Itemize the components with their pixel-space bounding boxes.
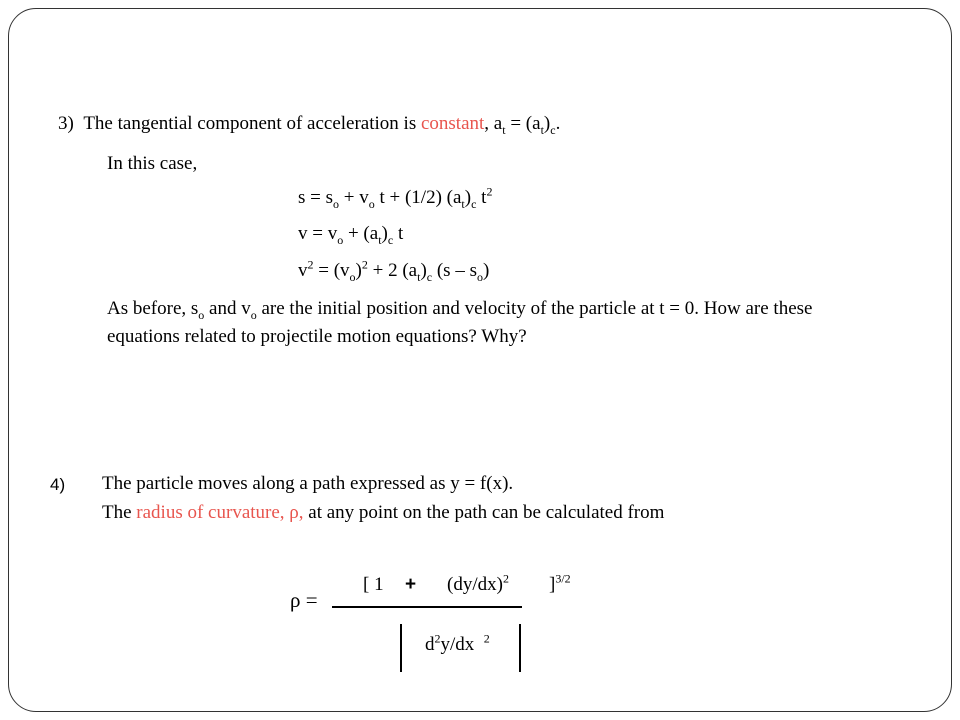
eq1-sub-t: t [461, 196, 465, 211]
eq3-sub-c: c [426, 269, 433, 284]
item3-sub-t2: t [540, 122, 544, 137]
item3-highlight: constant [420, 113, 485, 134]
fraction-bar [332, 606, 522, 608]
formula-numerator-plus: + [405, 574, 417, 595]
formula-numerator-open: [ 1 [363, 574, 384, 595]
item3-number: 3) [58, 113, 74, 134]
item4-line2-a: The [102, 502, 137, 523]
para-sub-o1: o [198, 307, 205, 322]
eq3-sub-o2: o [476, 269, 483, 284]
eq3-close2: ) [420, 260, 427, 281]
eq1-sub-c: c [471, 196, 477, 211]
den-y: y/dx [440, 634, 475, 655]
item4-line2-b: at any point on the path can be calculated from [303, 502, 665, 523]
item3-sub-t: t [502, 122, 506, 137]
eq1-s: s = s [298, 187, 334, 208]
eq3-plus: + 2 (a [367, 260, 418, 281]
eq3-sub-t: t [417, 269, 421, 284]
den-d: d [425, 634, 435, 655]
item4-line2 [102, 502, 664, 524]
item3-sub-c: c [550, 122, 556, 137]
equation-velocity-squared [298, 257, 490, 284]
eq2-sub-t: t [378, 232, 382, 247]
abs-bar-right [519, 624, 521, 672]
item4-number: 4) [50, 475, 66, 494]
item3-end: . [555, 113, 561, 134]
item3-intro: In this case, [107, 153, 198, 174]
eq3-sup-2a: 2 [307, 257, 314, 272]
eq1-sup-2: 2 [486, 184, 493, 199]
eq3-eq: = (v [313, 260, 350, 281]
eq1-close: ) [464, 187, 472, 208]
item4-line1: The particle moves along a path expressed as y = f(x). [102, 473, 514, 494]
eq2-sub-c: c [387, 232, 394, 247]
item3-heading [58, 113, 560, 135]
den-sup2: 2 [483, 631, 490, 646]
eq1-sub-o2: o [368, 196, 375, 211]
num-deriv: (dy/dx) [447, 574, 503, 595]
para-c: are the initial position and velocity of the particle at t = 0. How are these [256, 298, 813, 319]
eq2-plus: + (a [343, 223, 379, 244]
para-a: As before, s [107, 298, 199, 319]
item3-paragraph-line2: equations related to projectile motion equations? Why? [107, 326, 527, 347]
eq3-v: v [298, 260, 308, 281]
den-sup1: 2 [434, 631, 441, 646]
equation-position [298, 184, 493, 211]
eq2-close: ) [381, 223, 388, 244]
item3-paragraph-line1 [107, 298, 812, 320]
eq3-rest: (s – s [432, 260, 477, 281]
num-exp: 3/2 [555, 571, 571, 586]
radius-of-curvature-highlight: radius of curvature, ρ, [136, 502, 304, 523]
equation-velocity [298, 223, 403, 245]
eq2-t: t [393, 223, 404, 244]
formula-numerator-close [549, 571, 571, 596]
eq3-sup-2b: 2 [361, 257, 368, 272]
eq3-close: ) [355, 260, 362, 281]
eq1-t2: t [476, 187, 487, 208]
formula-denominator [425, 631, 490, 656]
formula-numerator-derivative [447, 571, 509, 596]
eq1-plus-v: + v [339, 187, 369, 208]
eq2-sub-o: o [337, 232, 344, 247]
item3-eq: = (a [505, 113, 541, 134]
para-b: and v [204, 298, 251, 319]
item3-text: The tangential component of acceleration is [83, 113, 421, 134]
formula-lhs: ρ = [290, 588, 318, 612]
num-sup: 2 [502, 571, 509, 586]
eq1-sub-o1: o [333, 196, 340, 211]
eq3-sub-o: o [349, 269, 356, 284]
item3-at: , a [484, 113, 503, 134]
item3-close: ) [543, 113, 551, 134]
para-sub-o2: o [250, 307, 257, 322]
eq2-v: v = v [298, 223, 338, 244]
eq3-end: ) [482, 260, 490, 281]
eq1-t-part: t + (1/2) (a [374, 187, 462, 208]
abs-bar-left [400, 624, 402, 672]
num-close: ] [549, 574, 556, 595]
